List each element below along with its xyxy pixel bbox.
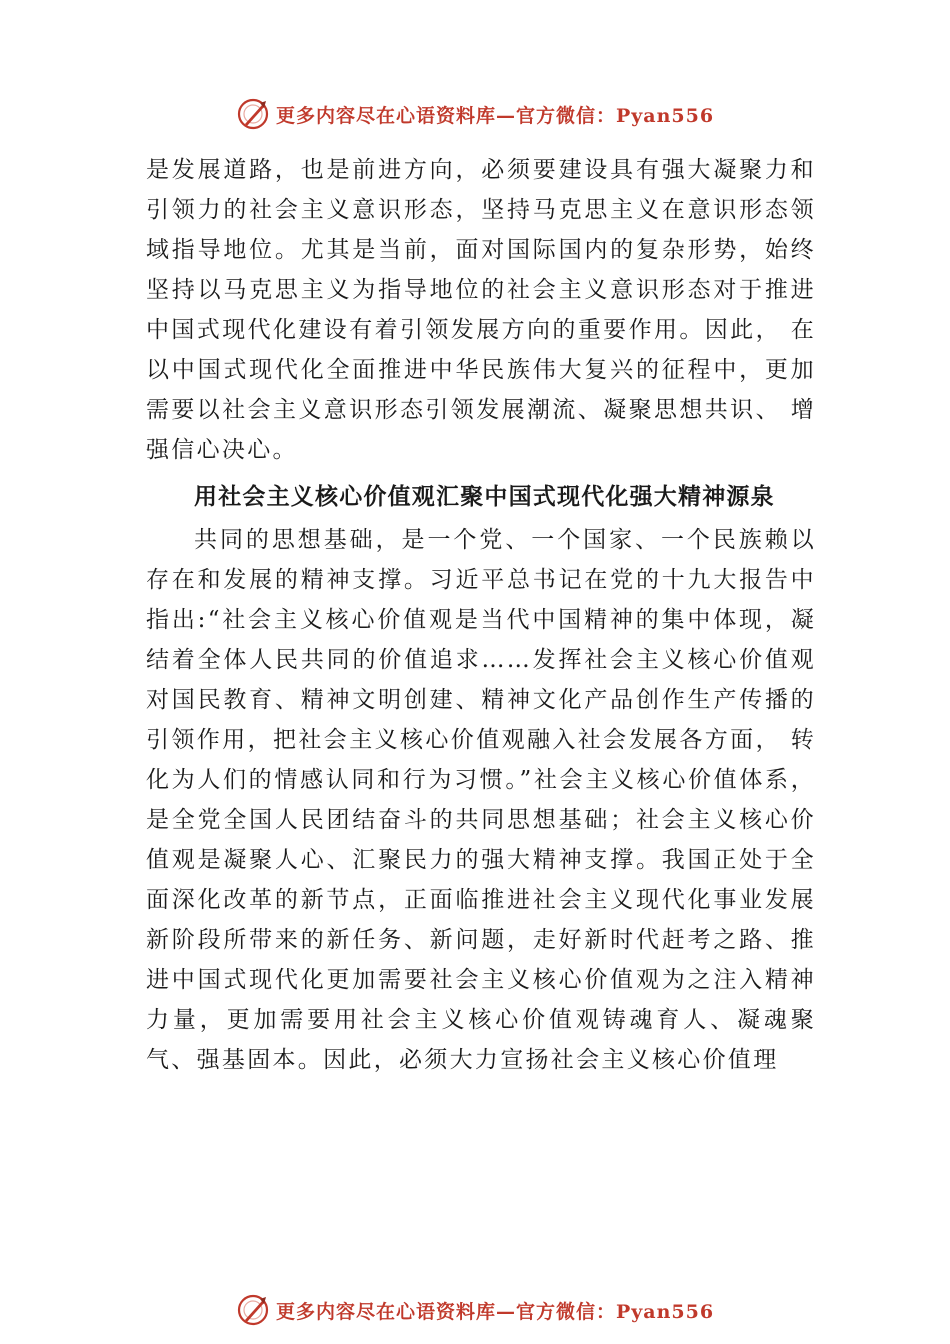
body-paragraph-2: 共同的思想基础，是一个党、一个国家、一个民族赖以存在和发展的精神支撑。习近平总书记在党的十九大报告中指出:“社会主义核心价值观是当代中国精神的集中体现，凝结着全体人民共同的价值追求……发挥社会主义核心价值观对国民教育、精神文明创建、精神文化产品创作生产传播的引领作用，把社会主义核心价值观融入社会发展各方面， 转化为人们的情感认同和行为习惯。”社会主义核心价值体系，是全党全国人民团结奋斗的共同思想基础；社会主义核心价值观是凝聚人心、汇聚民力的强大精神支撑。我国正处于全面深化改革的新节点，正面临推进社会主义现代化事业发展新阶段所带来的新任务、新问题，走好新时代赶考之路、推进中国式现代化更加需要社会主义核心价值观为之注入精神力量，更加需要用社会主义核心价值观铸魂育人、凝魂聚气、强基固本。因此，必须大力宣扬社会主义核心价值理 — [146, 527, 816, 1073]
document-body — [146, 150, 816, 1080]
header-banner — [0, 94, 950, 134]
quill-seal-icon — [236, 97, 270, 131]
section-heading: 用社会主义核心价值观汇聚中国式现代化强大精神源泉 — [194, 484, 775, 510]
body-paragraph-1: 是发展道路，也是前进方向，必须要建设具有强大凝聚力和引领力的社会主义意识形态，坚持马克思主义在意识形态领域指导地位。尤其是当前，面对国际国内的复杂形势，始终坚持以马克思主义为指导地位的社会主义意识形态对于推进中国式现代化建设有着引领发展方向的重要作用。因此， 在以中国式现代化全面推进中华民族伟大复兴的征程中，更加需要以社会主义意识形态引领发展潮流、凝聚思想共识、 增强信心决心。 — [146, 157, 816, 463]
footer-banner-text: 更多内容尽在心语资料库—官方微信：Pyan556 — [275, 1300, 715, 1323]
quill-seal-icon — [236, 1293, 270, 1327]
footer-banner — [0, 1290, 950, 1330]
header-banner-text: 更多内容尽在心语资料库—官方微信：Pyan556 — [275, 104, 715, 127]
